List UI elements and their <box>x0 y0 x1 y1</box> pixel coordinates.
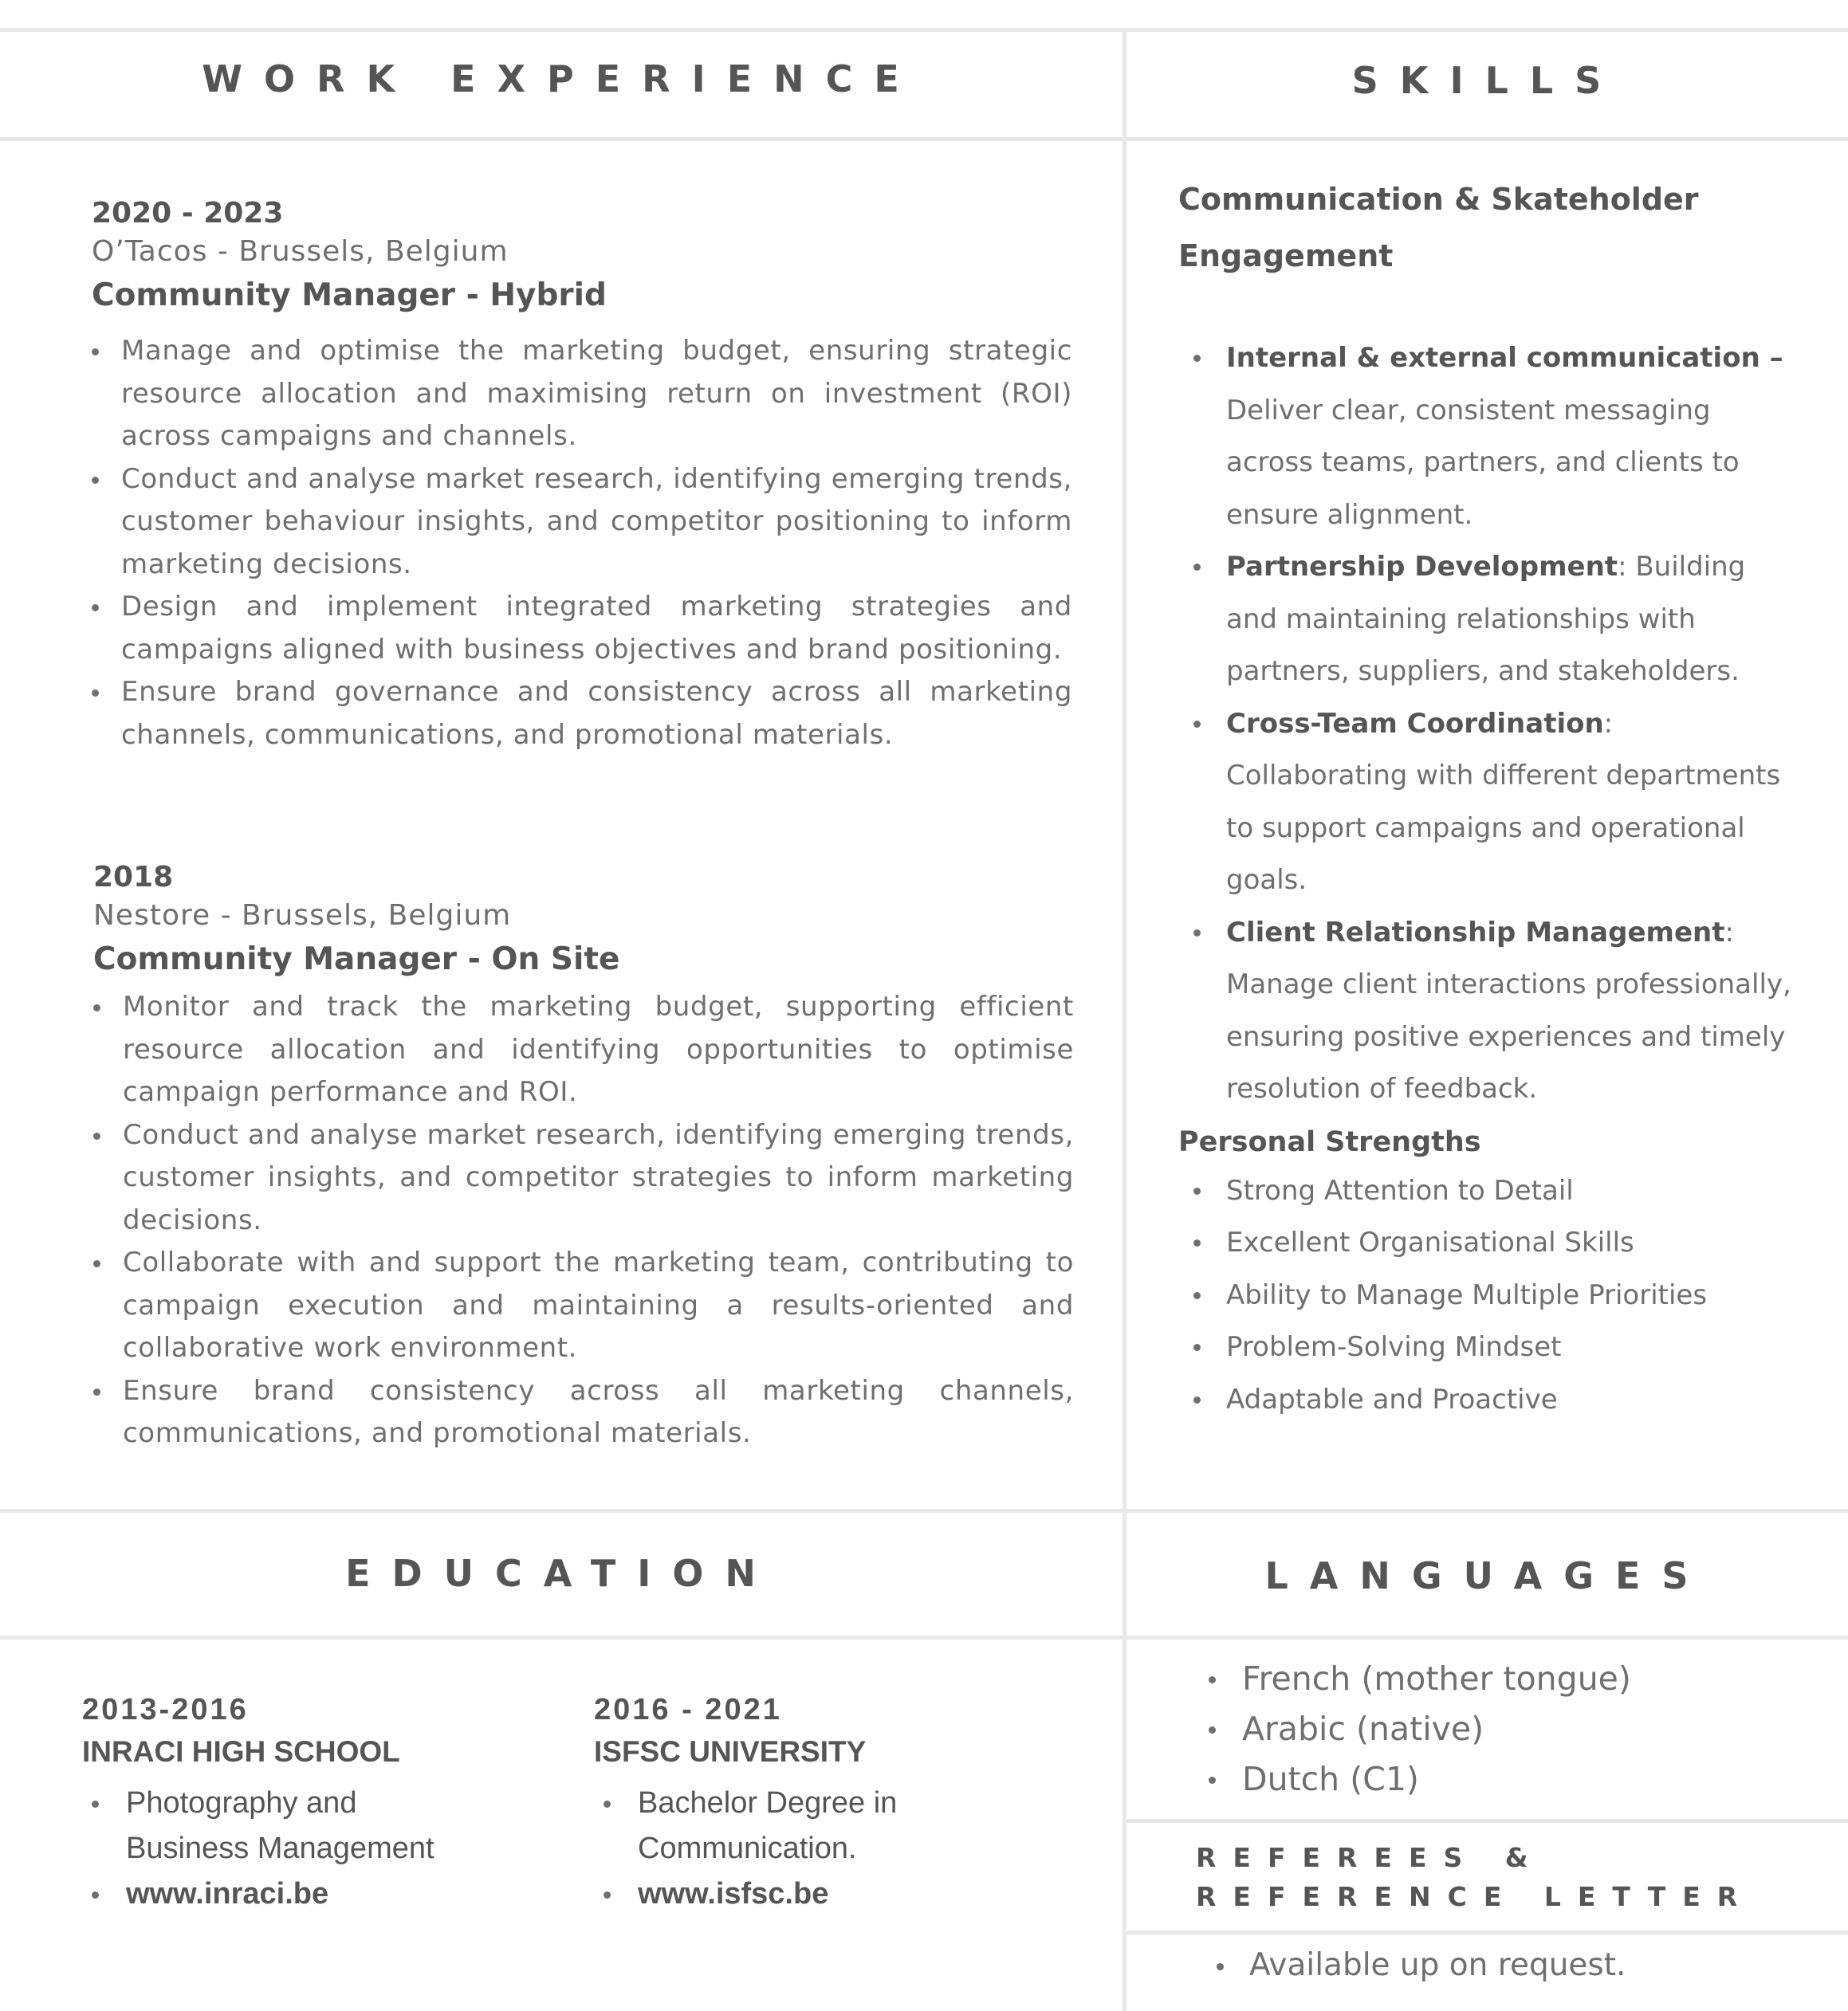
referees-heading-line2: REFERENCE LETTER <box>1196 1881 1755 1912</box>
mid-divider <box>0 1509 1848 1513</box>
strength-item: Ability to Manage Multiple Priorities <box>1178 1270 1800 1322</box>
referees-heading-line1: REFEREES & <box>1196 1842 1545 1873</box>
skills-title-line1: Communication & Skateholder <box>1178 182 1699 217</box>
education-website-link[interactable]: www.inraci.be <box>82 1872 529 1917</box>
skill-item <box>1178 907 1800 1116</box>
education-school: INRACI HIGH SCHOOL <box>82 1735 400 1768</box>
language-item: Dutch (C1) <box>1196 1754 1802 1805</box>
skill-item <box>1178 698 1800 907</box>
education-details <box>82 1781 529 1917</box>
education-entry <box>82 1688 529 1917</box>
skill-name: Cross-Team Coordination <box>1226 707 1604 740</box>
skills-list <box>1178 332 1800 1116</box>
skills-heading: SKILLS <box>1351 59 1623 102</box>
skill-desc: : Collaborating with different departments to support campaigns and operational goals. <box>1226 707 1781 896</box>
referees-list <box>1212 1942 1818 1989</box>
languages-divider <box>1126 1819 1848 1823</box>
job-title: Community Manager - On Site <box>93 941 620 977</box>
skill-name: Client Relationship Management <box>1226 916 1725 949</box>
job-duty: Conduct and analyse market research, identifying emerging trends, customer behaviour insights, and competitor positioning to inform marketing decisions. <box>92 458 1072 587</box>
referees-availability: Available up on request. <box>1212 1942 1818 1989</box>
job-entry <box>92 194 1072 756</box>
skill-item <box>1178 541 1800 698</box>
education-heading: EDUCATION <box>345 1552 777 1595</box>
top-divider <box>0 28 1848 32</box>
job-dates: 2020 - 2023 <box>92 197 284 230</box>
education-course: Bachelor Degree in Communication. <box>594 1781 973 1872</box>
job-duty: Ensure brand consistency across all marketing channels, communications, and promotional materials. <box>93 1370 1074 1455</box>
job-entry <box>93 858 1074 1455</box>
lower-header-divider <box>0 1636 1848 1640</box>
education-years: 2013-2016 <box>82 1693 249 1726</box>
job-duty: Manage and optimise the marketing budget, ensuring strategic resource allocation and maximising return on investment (ROI) across campaigns and channels. <box>92 330 1072 458</box>
header-divider <box>0 137 1848 141</box>
skills-title-line2: Engagement <box>1178 238 1394 273</box>
referees-section <box>1212 1942 1818 1989</box>
strengths-list <box>1178 1165 1800 1427</box>
referees-divider <box>1126 1930 1848 1934</box>
job-duties <box>92 330 1072 756</box>
education-details <box>594 1781 1040 1917</box>
skill-item <box>1178 332 1800 541</box>
referees-heading <box>1196 1838 1818 1916</box>
education-course: Photography and Business Management <box>82 1781 469 1872</box>
work-experience-heading: WORK EXPERIENCE <box>202 57 921 100</box>
education-website-link[interactable]: www.isfsc.be <box>594 1872 1040 1917</box>
language-item: Arabic (native) <box>1196 1704 1802 1754</box>
skill-name: Internal & external communication – <box>1226 342 1783 374</box>
job-company: Nestore - Brussels, Belgium <box>93 899 512 932</box>
job-duties <box>93 986 1074 1455</box>
skill-desc: : Manage client interactions professionally, ensuring positive experiences and timely resolution of feedback. <box>1226 916 1791 1105</box>
languages-heading: LANGUAGES <box>1264 1554 1710 1597</box>
strength-item: Excellent Organisational Skills <box>1178 1217 1800 1270</box>
languages-list <box>1196 1654 1802 1805</box>
job-dates: 2018 <box>93 861 174 894</box>
job-duty: Collaborate with and support the marketing team, contributing to campaign execution and maintaining a results-oriented and collaborative work environment. <box>93 1242 1074 1370</box>
skill-desc: Deliver clear, consistent messaging across teams, partners, and clients to ensure alignment. <box>1226 394 1740 531</box>
strengths-title: Personal Strengths <box>1178 1125 1481 1158</box>
column-divider <box>1123 28 1126 2011</box>
skill-name: Partnership Development <box>1226 551 1618 583</box>
skill-desc: : Building and maintaining relationships with partners, suppliers, and stakeholders. <box>1226 551 1746 687</box>
strength-item: Problem-Solving Mindset <box>1178 1322 1800 1374</box>
job-company: O’Tacos - Brussels, Belgium <box>92 235 509 268</box>
skills-section <box>1178 171 1800 1426</box>
education-school: ISFSC UNIVERSITY <box>594 1735 867 1768</box>
job-duty: Design and implement integrated marketing strategies and campaigns aligned with business objectives and brand positioning. <box>92 586 1072 671</box>
languages-section <box>1196 1654 1802 1805</box>
job-title: Community Manager - Hybrid <box>92 277 607 313</box>
language-item: French (mother tongue) <box>1196 1654 1802 1704</box>
job-duty: Ensure brand governance and consistency across all marketing channels, communications, and promotional materials. <box>92 671 1072 756</box>
education-entry <box>594 1688 1040 1917</box>
strength-item: Strong Attention to Detail <box>1178 1165 1800 1218</box>
skills-section-title <box>1178 171 1800 285</box>
education-years: 2016 - 2021 <box>594 1693 782 1726</box>
job-duty: Conduct and analyse market research, identifying emerging trends, customer insights, and competitor strategies to inform marketing decisions. <box>93 1114 1074 1243</box>
job-duty: Monitor and track the marketing budget, supporting efficient resource allocation and identifying opportunities to optimise campaign performance and ROI. <box>93 986 1074 1114</box>
strength-item: Adaptable and Proactive <box>1178 1374 1800 1427</box>
